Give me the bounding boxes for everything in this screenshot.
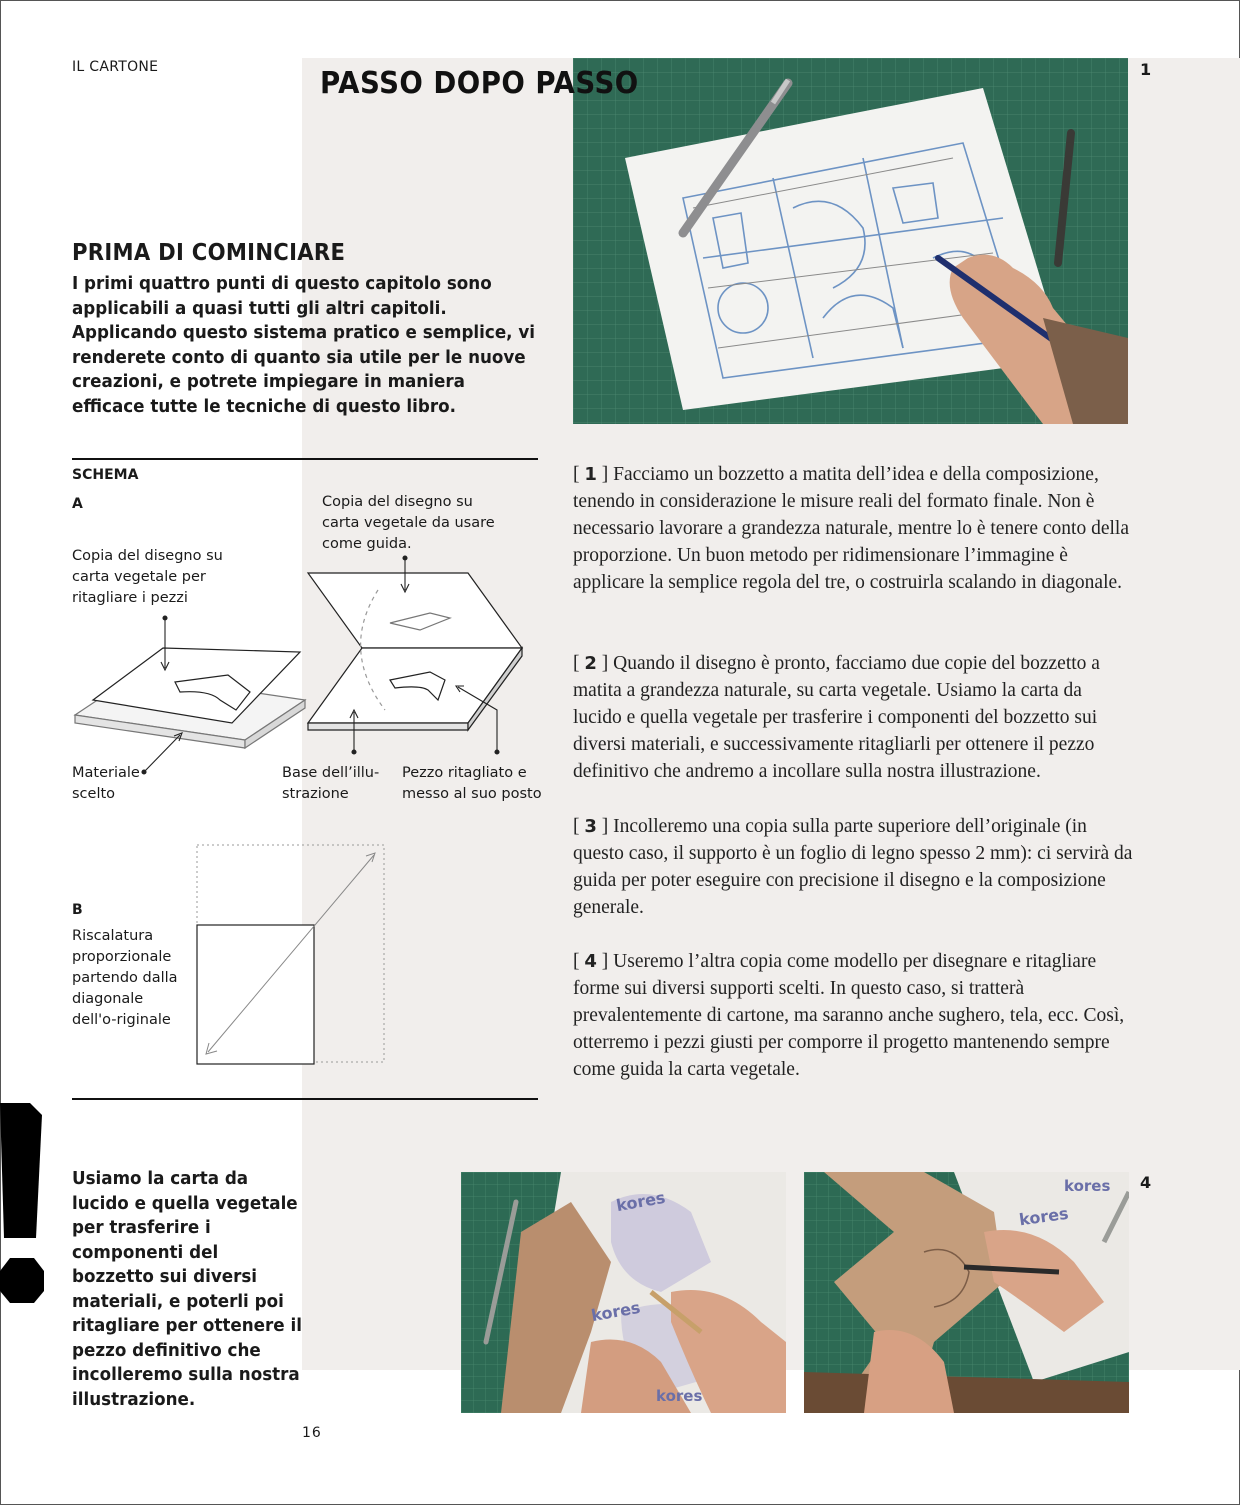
schema-a-diagram xyxy=(60,540,540,780)
step-4-text: Useremo l’altra copia come modello per disegnare e ritagliare forme sui diversi supporti scelti. In questo caso, si tratterà prevalentemente di cartone, ma saranno anche sughero, tela, ecc. Così, otterremo i pezzi giusti per comporre il progetto mantenendo sempre come guida la carta vegetale. xyxy=(573,951,1125,1080)
label-base: Base dell’illu-strazione xyxy=(282,765,380,802)
brand-label-3: kores xyxy=(656,1387,703,1405)
side-note: Usiamo la carta da lucido e quella vegetale per trasferire i componenti del bozzetto sui diversi materiali, e poterli poi ritagliare per ottenere il pezzo definitivo che incolleremo sulla nostra illustrazione. xyxy=(72,1168,302,1410)
step-2-text: Quando il disegno è pronto, facciamo due copie del bozzetto a matita a grandezza naturale, su carta vegetale. Usiamo la carta da lucido e quella vegetale per trasferire i componenti del bozzetto sui diversi materiali, e successivamente ritagliarli per ottenere il pezzo definitivo che andremo a incollare sulla nostra illustrazione. xyxy=(573,653,1100,782)
brand-label-4: kores xyxy=(1017,1203,1070,1230)
step-4: [ 4 ] Useremo l’altra copia come modello per disegnare e ritagliare forme sui diversi supporti scelti. In questo caso, si tratterà prevalentemente di cartone, ma saranno anche sughero, tela, ecc. Così, otterremo i pezzi giusti per comporre il progetto mantenendo sempre come guida la carta vegetale. xyxy=(573,951,1125,1080)
photo-transfer-left xyxy=(461,1172,786,1413)
label-copy-cut: Copia del disegno su carta vegetale per ritagliare i pezzi xyxy=(72,548,223,606)
schema-label: SCHEMA xyxy=(72,467,139,483)
brand-label-5: kores xyxy=(1064,1177,1111,1195)
photo-number-1: 1 xyxy=(1140,60,1152,79)
schema-b-diagram xyxy=(190,840,390,1070)
label-copy-guide: Copia del disegno su carta vegetale da usare come guida. xyxy=(322,494,495,552)
page-title: PASSO DOPO PASSO xyxy=(320,66,639,101)
brand-label-1: kores xyxy=(614,1187,667,1216)
photo-number-4: 4 xyxy=(1140,1173,1152,1192)
step-3-number: 3 xyxy=(584,816,597,837)
step-1-number: 1 xyxy=(584,464,597,485)
label-piece: Pezzo ritagliato e messo al suo posto xyxy=(402,765,542,802)
photo-sketch xyxy=(573,58,1128,424)
intro-heading: PRIMA DI COMINCIARE xyxy=(72,240,346,266)
step-1-text: Facciamo un bozzetto a matita dell’idea e della composizione, tenendo in considerazione le misure reali del formato finale. Non è necessario lavorare a grandezza naturale, mentre lo è tenere conto della proporzione. Un buon metodo per ridimensionare l’immagine è applicare la semplice regola del tre, o costruirla scalando in diagonale. xyxy=(573,464,1129,593)
step-2-number: 2 xyxy=(584,653,597,674)
step-4-number: 4 xyxy=(584,951,597,972)
schema-a-letter: A xyxy=(72,496,83,512)
step-3-text: Incolleremo una copia sulla parte superiore dell’originale (in questo caso, il supporto è un foglio di legno spesso 2 mm): ci servirà da guida per poter eseguire con precisione il disegno e la composizione generale. xyxy=(573,816,1133,918)
schema-b-letter: B xyxy=(72,902,83,918)
photo-sketch-illustration xyxy=(573,58,1128,424)
step-2: [ 2 ] Quando il disegno è pronto, facciamo due copie del bozzetto a matita a grandezza naturale, su carta vegetale. Usiamo la carta da lucido e quella vegetale per trasferire i componenti del bozzetto sui diversi materiali, e successivamente ritagliarli per ottenere il pezzo definitivo che andremo a incollare sulla nostra illustrazione. xyxy=(573,653,1100,782)
schema-bottom-rule xyxy=(72,1098,538,1100)
section-header: IL CARTONE xyxy=(72,59,159,75)
exclamation-icon xyxy=(0,1103,46,1308)
schema-b-caption: Riscalatura proporzionale partendo dalla diagonale dell'o-riginale xyxy=(72,928,178,1028)
intro-text: I primi quattro punti di questo capitolo sono applicabili a quasi tutti gli altri capitoli. Applicando questo sistema pratico e semplice, vi renderete conto di quanto sia utile per le nuove creazioni, e potrete impiegare in maniera efficace tutte le tecniche di questo libro. xyxy=(72,273,536,417)
schema-top-rule xyxy=(72,458,538,460)
photo-transfer-right xyxy=(804,1172,1129,1413)
photo-transfer-right-illustration xyxy=(804,1172,1129,1413)
step-1: [ 1 ] Facciamo un bozzetto a matita dell’idea e della composizione, tenendo in considerazione le misure reali del formato finale. Non è necessario lavorare a grandezza naturale, mentre lo è tenere conto della proporzione. Un buon metodo per ridimensionare l’immagine è applicare la semplice regola del tre, o costruirla scalando in diagonale. xyxy=(573,464,1129,593)
page-number: 16 xyxy=(302,1425,322,1441)
label-material: Materiale scelto xyxy=(72,765,140,802)
step-3: [ 3 ] Incolleremo una copia sulla parte superiore dell’originale (in questo caso, il supporto è un foglio di legno spesso 2 mm): ci servirà da guida per poter eseguire con precisione il disegno e la composizione generale. xyxy=(573,816,1133,918)
brand-label-2: kores xyxy=(589,1297,642,1326)
